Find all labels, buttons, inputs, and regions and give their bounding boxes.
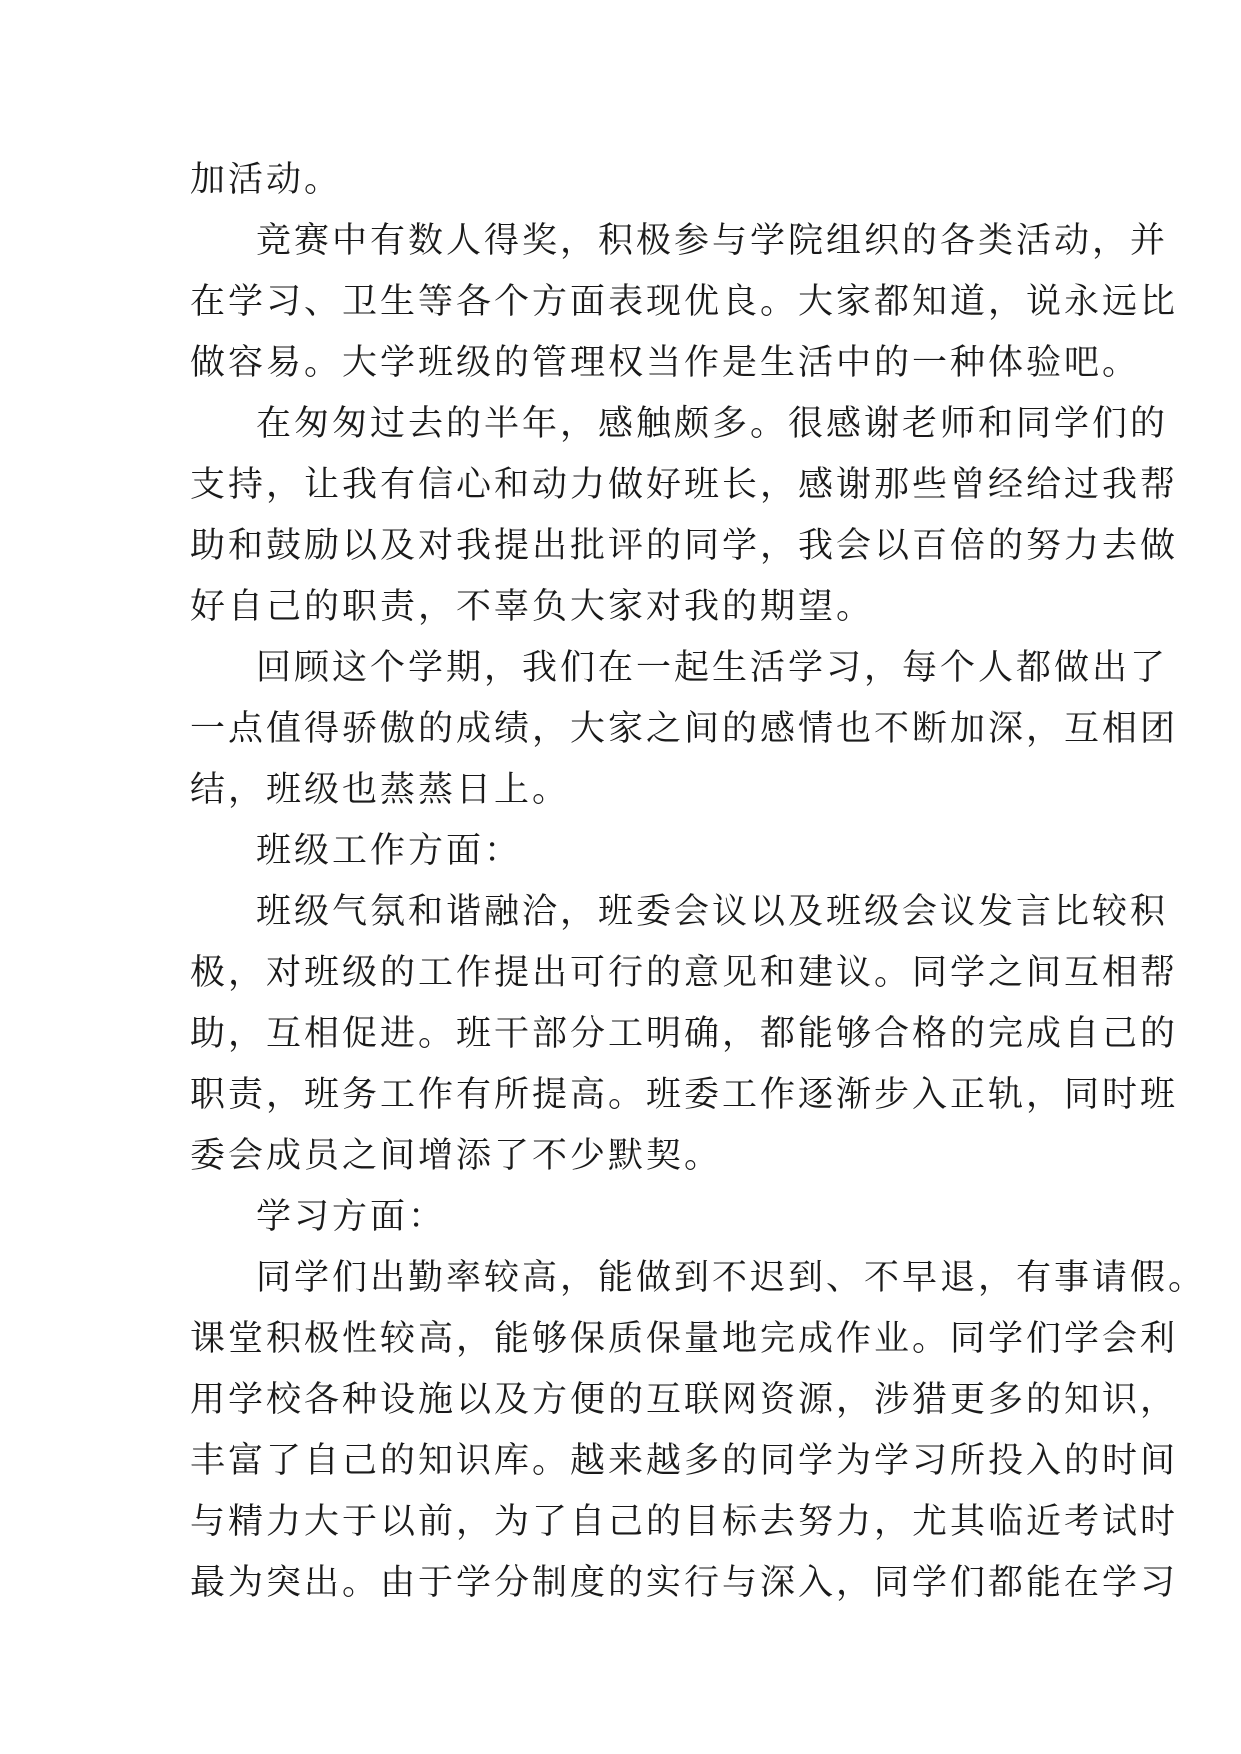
text-line: 一点值得骄傲的成绩，大家之间的感情也不断加深，互相团 — [190, 709, 1179, 749]
text-line: 竞赛中有数人得奖，积极参与学院组织的各类活动，并 — [256, 221, 1169, 261]
text-line: 加活动。 — [190, 160, 343, 200]
text-line: 支持，让我有信心和动力做好班长，感谢那些曾经给过我帮 — [190, 465, 1179, 505]
text-line: 学习方面： — [256, 1197, 447, 1237]
text-line: 在学习、卫生等各个方面表现优良。大家都知道，说永远比 — [190, 282, 1179, 322]
text-line: 助，互相促进。班干部分工明确，都能够合格的完成自己的 — [190, 1014, 1179, 1054]
text-line: 职责，班务工作有所提高。班委工作逐渐步入正轨，同时班 — [190, 1075, 1179, 1115]
text-line: 最为突出。由于学分制度的实行与深入，同学们都能在学习 — [190, 1563, 1179, 1603]
text-line: 好自己的职责，不辜负大家对我的期望。 — [190, 587, 875, 627]
text-line: 班级工作方面： — [256, 831, 523, 871]
text-line: 在匆匆过去的半年，感触颇多。很感谢老师和同学们的 — [256, 404, 1169, 444]
body-text — [190, 150, 1207, 1614]
text-line: 结，班级也蒸蒸日上。 — [190, 770, 571, 810]
text-line: 回顾这个学期，我们在一起生活学习，每个人都做出了 — [256, 648, 1169, 688]
text-line: 班级气氛和谐融洽，班委会议以及班级会议发言比较积 — [256, 892, 1169, 932]
text-line: 与精力大于以前，为了自己的目标去努力，尤其临近考试时 — [190, 1502, 1179, 1542]
text-line: 极，对班级的工作提出可行的意见和建议。同学之间互相帮 — [190, 953, 1179, 993]
text-line: 课堂积极性较高，能够保质保量地完成作业。同学们学会利 — [190, 1319, 1179, 1359]
text-line: 助和鼓励以及对我提出批评的同学，我会以百倍的努力去做 — [190, 526, 1179, 566]
text-line: 丰富了自己的知识库。越来越多的同学为学习所投入的时间 — [190, 1441, 1179, 1481]
text-line: 委会成员之间增添了不少默契。 — [190, 1136, 723, 1176]
text-line: 用学校各种设施以及方便的互联网资源，涉猎更多的知识， — [190, 1380, 1179, 1420]
text-line: 同学们出勤率较高，能做到不迟到、不早退，有事请假。 — [256, 1258, 1207, 1298]
text-line: 做容易。大学班级的管理权当作是生活中的一种体验吧。 — [190, 343, 1141, 383]
